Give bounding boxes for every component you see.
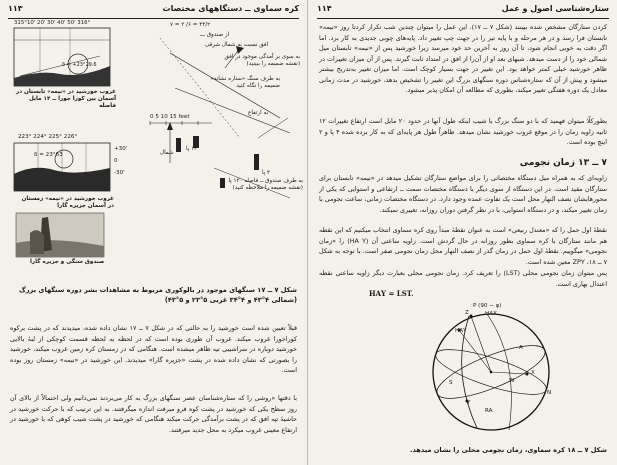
fig-cap-photo: صندوق سنگی و جزیره گارا	[30, 259, 105, 265]
right-page-header	[317, 4, 609, 19]
sphere-label-N: N	[547, 390, 552, 396]
fig-label-sanduq-base: از صندوق ـــ	[200, 32, 230, 38]
fig-num-4: ۴ پا	[262, 170, 271, 176]
winter-sunset-panel	[14, 143, 110, 191]
fig-azimuths-top: 315°10' 20' 30' 40' 50' 316°	[14, 20, 91, 26]
sphere-label-HAX: HAX	[485, 311, 497, 317]
paragraph: قبلاً تعیین شده است خورشید را به حالتی که در شکل ۷ ــ ۱۷ نشان داده شده، میدیدند که در پشت برکوه کوراجورا غروب میکند. غروب آن طوری بوده است که در لحظه به لحظه قسمت کوچکی از لبهٔ بالایی خورشید دوباره در سراشیبی تیه ظاهر میشده است. هنگامی که در زمستان کره زمین غروب میکند، خورشید را بصورتی که نشان داده شده در پشت «جزیره گارا» میدیدند. این خورشید در «نیمه» زمستان روز بوده است.	[10, 324, 297, 374]
running-title: ستاره‌شناسی اصول و عمل	[501, 4, 609, 13]
right-page	[309, 0, 617, 465]
fig-label-toward-cairn: به طرف سنگ «ستاره نشانه» ضمیمه را نگاه کنید	[210, 76, 280, 89]
fig-dec-mid: δ = 23°63	[34, 152, 63, 158]
paragraph: با دقتها «روشی را که ستاره‌شناسان عصر سنگهای بزرگ به کار می‌بردند نمی‌دانیم ولی احتمالاً از بالای آن روز سطح یکی که خورشید در پشت کوه فرو میرفت اندازه میگرفتند. به این ترتیب که با حرکت خورشید در حاشیهٔ تپه افق که در پشت برآمدگی حرکت میکند هنگامی که خورشید در پشت شیب کوهی که با خورشید در ارتفاع معینی غروب میکرد به محل جدید میرفتند.	[10, 394, 297, 434]
sphere-label-A: A	[519, 345, 523, 351]
sphere-label-X: X	[531, 370, 535, 376]
figure-caption: شکل ۷ ــ ۱۷ سنگهای موجود در بالوکوری مربوط به مشاهدات بشر دوره سنگهای بزرگ (شمالی ۴°۴۳ و ۴°۳۴ غربی ۵°۲۳ و ۵°۴۳)	[19, 286, 297, 304]
fig-label-toward-tip: به ارتفاع	[248, 110, 269, 116]
summer-sunset-panel	[14, 28, 110, 86]
fig-deg-minus30: -30'	[114, 170, 125, 176]
celestial-sphere-diagram	[399, 300, 599, 440]
sphere-label-HAT: HAΥ	[455, 328, 467, 334]
running-title: کره سماوی ــ دستگاههای مختصات	[162, 4, 299, 13]
page-number: ۱۱۳	[8, 4, 23, 13]
equation: HAΥ = LST.	[369, 289, 414, 298]
fig-label-toward-winter: به سوی بر آمدگی موجود در افق (نقشه ضمیمه را ببینید)	[224, 54, 300, 67]
sphere-label-S: S	[449, 380, 453, 386]
sphere-label-RA: RA	[485, 408, 493, 414]
paragraph: نقطهٔ اول حمل را که «معتدل ربیعی» است به عنوان نقطهٔ مبدأ روی کره سماوی انتخاب میکنیم که این نقطه هم مانند ستارگان با کره سماوی بطور روزانه در حال گردش است. زاویه ساعتی آن (HA Υ) را «زمان نجومی» میگوییم. نقطهٔ اول حمل در زمان گذر از نصف النهار محل زمان نجومی صفر است. با توجه به شکل ۷ ــ ۱۸، ZPΥ معین شده است.	[319, 226, 607, 266]
fig-label-sanduq-dist: به طرف صندوق ــ فاصله ۱۳۰ پا (نقشه ضمیمه را ملاحظه کنید)	[228, 178, 303, 191]
paragraph: بطورکلّا میتوان فهمید که با دو سنگ بزرگ با شیب اینکه طول آنها در حدود ۲۰ مایل است ارتفاع تغییرات ۱۲ ثانیه زاویه زمان را در موقع غروب خورشید نشان میدهد. ظاهراً طول هر پایه‌ای که به کار برده شده ۴ پا و ۲ اینچ بوده است.	[319, 117, 608, 146]
fig-azimuths-mid: 223° 224° 225° 226°	[18, 134, 78, 140]
fig-label-horizon-north: افق نسبت به شمال شرقی	[205, 42, 269, 48]
page-number: ۱۱۴	[317, 4, 332, 13]
fig-cap-mid: غروب خورشید در «نیمه» زمستان در آسمان جزیره گارا	[21, 196, 114, 209]
paragraph: کردن ستارگان مشخص شده ببینند (شکل ۷ ــ ۱۷). این عمل را میتوان چندین شب تکرار کردتا روز «نیمه» تابستان فرا رسد و در هر مرحله و با پایه تیر را در جهت چپ تغییر داد. پایه‌های چوبی جدیدی به کار برد. اما اگر دقت به خوبی انجام شود، تا آن روز به آخرین حد خود میرسد زیرا خورشید پس از «نیمه» تابستان میل شمالی خود را از دست میدهد. شبهای بعد او از آن‌را از افق در امتداد ثابت گیرند. پس از آن میزان تغییرات در ظاهر خورشید خیلی کمتر خواهد بود. این تغییر در جهت بسیار کوچک است. اما میزان تغییر به‌تدریج بیشتر میشود و پیش از آن که ستاره‌شناس دوره سنگهای بزرگ این تغییر را تشخیص بدهد، خورشید در مدت زمانی معادل یک دوره هفتگی تغییر میکند، بطوری که مطالعه آن امکان پذیر میشود.	[319, 23, 607, 94]
fig-num-12: ۱۲ پا	[186, 146, 198, 152]
fig-scale: 0 5 10 15 feet	[150, 114, 190, 120]
sphere-label-T: Υ	[467, 400, 471, 406]
left-page-header	[8, 4, 299, 19]
sphere-label-Z: Z	[465, 310, 469, 316]
left-page	[0, 0, 308, 465]
fig-ratio-top: ۴۴/۲ = ۶/ ۳ = ۷	[170, 22, 211, 28]
fig-north: شمال	[160, 150, 174, 156]
sphere-label-P: P (90 − φ)	[473, 303, 502, 309]
sphere-label-W: W	[509, 378, 515, 384]
fig-deg-plus30: +30'	[114, 146, 128, 152]
fig-dec-top: δ = +23°29.6	[62, 62, 97, 68]
paragraph: زاویه‌ای که به همراه میل دستگاه مختصاتی را برای مواضع ستارگان تشکیل میدهد در «نیمه» تابستان برای ستارگان مقید است. در این دستگاه از سوی دیگر با دستگاه مختصات سمت ــ ارتفاعی و استوایی که یکی از محورهایشان نصف النهار محل است یک تفاوت عمده وجود دارد. در دستگاه مختصات زمانی، ساعت نجومی با زمان تغییر میکند، و در دستگاه استوایی، با در نظر گرفتن دوران روزانه، تغییری نمیکند.	[319, 174, 607, 214]
fig-cap-top: غروب خورشید در «نیمه» تابستان در آسمان بین کورا جورا ــ ۱۴ مایل فاصله	[16, 89, 116, 109]
paragraph: پس میتوان زمان نجومی محلی (LST) را تعریف کرد. زمان نجومی محلی بعبارت دیگر زاویه ساعتی نقطه اعتدال بهاری است.	[319, 269, 607, 288]
cairn-photo	[16, 213, 104, 257]
section-title: ۷ ــ ۱۳ زمان نجومی	[519, 158, 607, 168]
fig-deg-zero: 0	[114, 158, 118, 164]
figure-caption: شکل ۷ ــ ۱۸ کره سماوی، زمان نجومی محلی را نشان میدهد.	[409, 446, 607, 454]
